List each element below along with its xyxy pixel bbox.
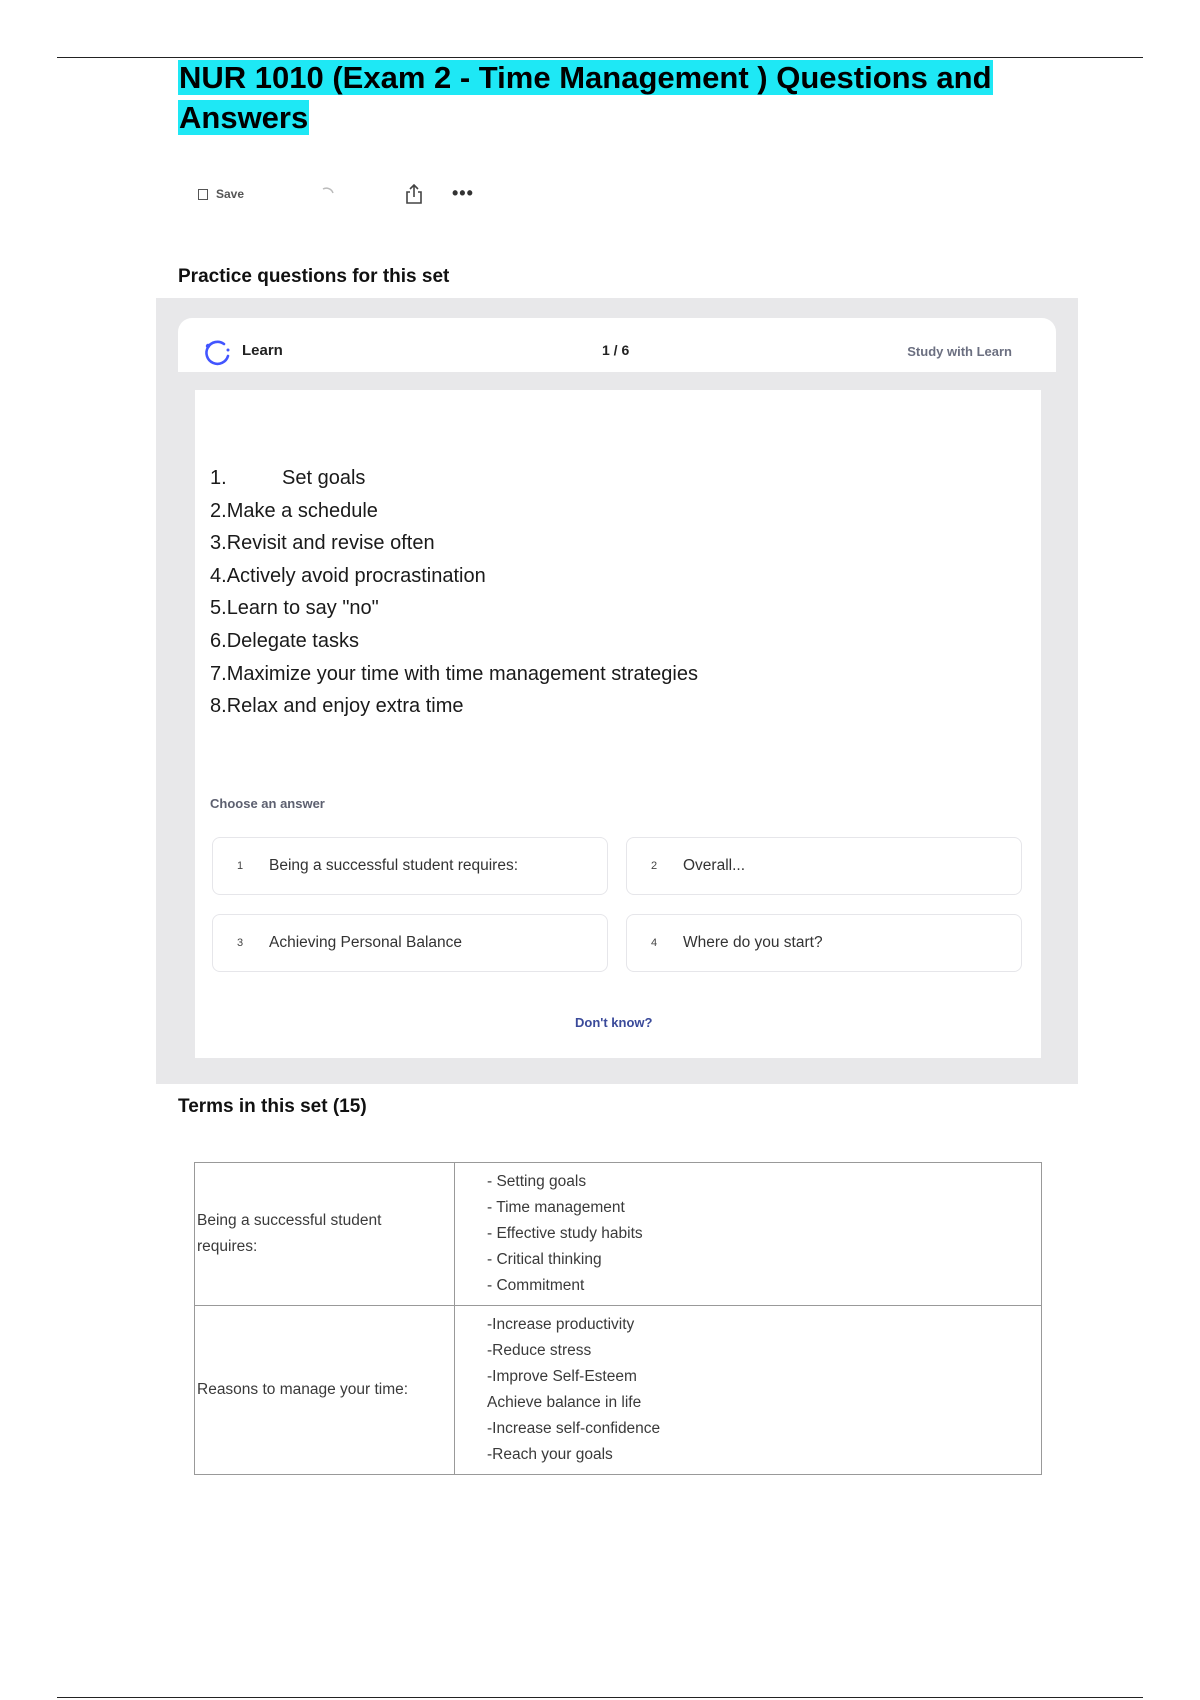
list-item: 2.Make a schedule bbox=[210, 499, 378, 522]
answer-text: Being a successful student requires: bbox=[269, 857, 518, 874]
terms-table bbox=[194, 1162, 1042, 1475]
save-label: Save bbox=[216, 187, 245, 201]
term-cell: Reasons to manage your time: bbox=[195, 1306, 455, 1475]
more-options-icon[interactable]: ••• bbox=[452, 183, 474, 203]
dont-know-button[interactable]: Don't know? bbox=[575, 1015, 653, 1030]
answer-index: 2 bbox=[651, 860, 658, 872]
answer-option-1[interactable] bbox=[212, 837, 608, 895]
list-item: 7.Maximize your time with time management strategies bbox=[210, 662, 698, 685]
answer-index: 4 bbox=[651, 937, 658, 949]
answer-text: Overall... bbox=[683, 857, 746, 874]
answer-index: 3 bbox=[237, 937, 244, 949]
table-row bbox=[195, 1163, 1042, 1306]
practice-heading: Practice questions for this set bbox=[178, 266, 450, 287]
save-checkbox-icon bbox=[198, 189, 208, 200]
answer-option-4[interactable] bbox=[626, 914, 1022, 972]
learn-label: Learn bbox=[242, 342, 283, 359]
question-prompt bbox=[210, 462, 698, 723]
list-item: 1. Set goals bbox=[210, 467, 366, 489]
save-button[interactable] bbox=[198, 187, 244, 201]
page-title: NUR 1010 (Exam 2 - Time Management ) Questions and Answers bbox=[179, 60, 992, 135]
share-icon[interactable] bbox=[404, 183, 424, 205]
choose-answer-label: Choose an answer bbox=[210, 796, 325, 811]
answer-text: Where do you start? bbox=[683, 934, 823, 951]
list-item: 6.Delegate tasks bbox=[210, 629, 359, 652]
bottom-rule bbox=[57, 1697, 1143, 1698]
learn-header bbox=[178, 318, 1056, 372]
progress-counter: 1 / 6 bbox=[602, 342, 630, 358]
definition-cell: - Setting goals - Time management - Effective study habits - Critical thinking - Commitment bbox=[455, 1163, 1042, 1306]
learn-logo-icon bbox=[202, 338, 232, 368]
list-item: 8.Relax and enjoy extra time bbox=[210, 695, 464, 718]
table-row bbox=[195, 1306, 1042, 1475]
toolbar bbox=[198, 182, 498, 208]
answer-option-3[interactable] bbox=[212, 914, 608, 972]
definition-cell: -Increase productivity -Reduce stress -Improve Self-Esteem Achieve balance in life -Increase self-confidence -Reach your goals bbox=[455, 1306, 1042, 1475]
study-with-learn-link[interactable]: Study with Learn bbox=[907, 344, 1012, 359]
question-card bbox=[195, 390, 1041, 1058]
answer-index: 1 bbox=[237, 860, 244, 872]
list-item: 4.Actively avoid procrastination bbox=[210, 564, 486, 587]
answer-option-2[interactable] bbox=[626, 837, 1022, 895]
list-item: 5.Learn to say "no" bbox=[210, 597, 379, 620]
terms-heading: Terms in this set (15) bbox=[178, 1096, 367, 1117]
term-cell: Being a successful student requires: bbox=[195, 1163, 455, 1306]
loading-spinner-icon bbox=[320, 186, 336, 202]
answer-text: Achieving Personal Balance bbox=[269, 934, 463, 951]
list-item: 3.Revisit and revise often bbox=[210, 532, 435, 555]
